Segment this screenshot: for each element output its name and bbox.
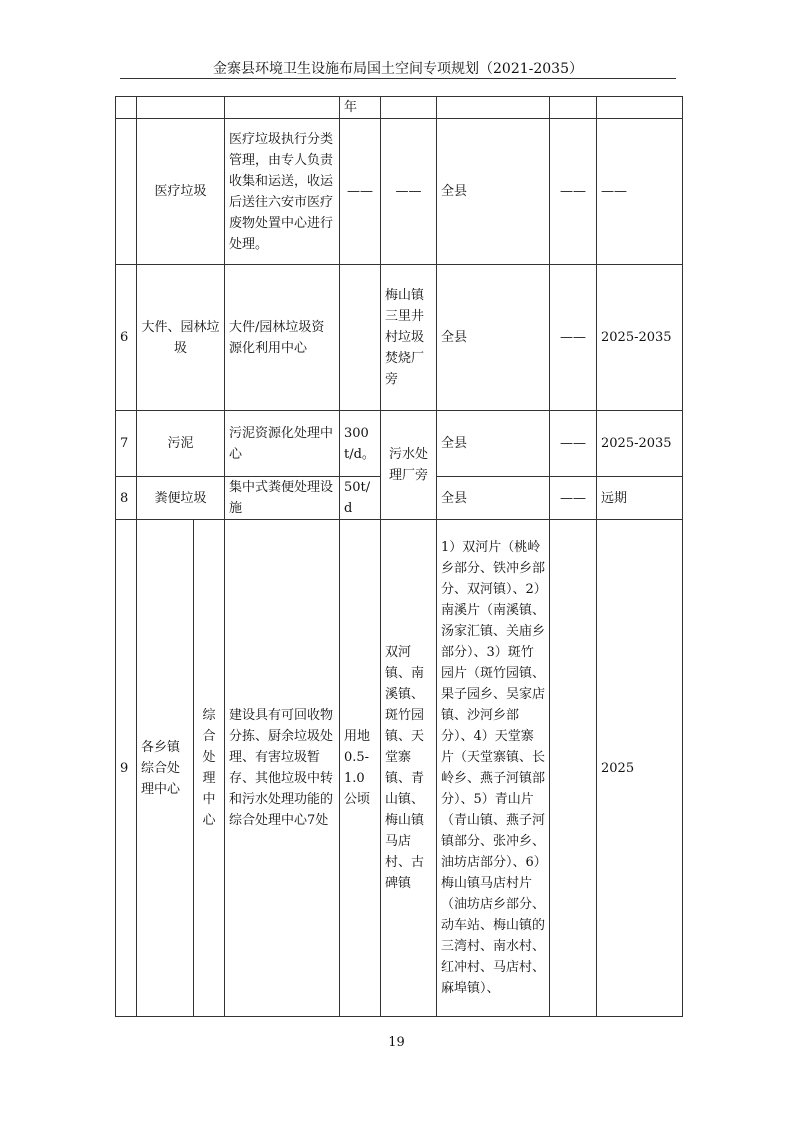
table-row: [116, 411, 683, 477]
cell-scale: 年: [340, 97, 381, 119]
page-number: 19: [388, 1035, 405, 1050]
cell-service: 1）双河片（桃岭乡部分、铁冲乡部分、双河镇）、2）南溪片（南溪镇、汤家汇镇、关庙乡部分）、3）斑竹园片（斑竹园镇、果子园乡、吴家店镇、沙河乡部分）、4）天堂寨片（天堂寨镇、长岭乡、燕子河镇部分）、5）青山片（青山镇、燕子河镇部分、张冲乡、油坊店部分）、6）梅山镇马店村片（油坊店乡部分、动车站、梅山镇的三湾村、南水村、红冲村、马店村、麻埠镇）、: [437, 520, 550, 1017]
table-row: [116, 97, 683, 119]
cell-period: 2025-2035: [597, 411, 683, 477]
cell-type: 粪便垃圾: [137, 477, 225, 520]
cell-location: 双河镇、南溪镇、斑竹园镇、天堂寨镇、青山镇、梅山镇马店村、古碑镇: [381, 520, 437, 1017]
cell-desc: 大件/园林垃圾资源化利用中心: [225, 265, 340, 411]
cell-type: 医疗垃圾: [137, 119, 225, 265]
cell-area: ——: [550, 265, 597, 411]
page-header: 金寨县环境卫生设施布局国土空间专项规划（2021-2035）: [213, 61, 583, 77]
cell-no: 7: [116, 411, 137, 477]
cell-type: 各乡镇综合处理中心: [137, 520, 194, 1017]
cell-service: 全县: [437, 477, 550, 520]
cell-scale: 50t/d: [340, 477, 381, 520]
cell-no: 6: [116, 265, 137, 411]
cell-period: 2025-2035: [597, 265, 683, 411]
cell-desc: 集中式粪便处理设施: [225, 477, 340, 520]
cell-service: 全县: [437, 265, 550, 411]
cell-scale: 用地0.5-1.0公顷: [340, 520, 381, 1017]
cell-period: ——: [597, 119, 683, 265]
cell-period: 远期: [597, 477, 683, 520]
cell-area: ——: [550, 477, 597, 520]
cell-service: 全县: [437, 119, 550, 265]
table-row: [116, 265, 683, 411]
cell-subtype: 综合处理中心: [194, 520, 225, 1017]
cell-area: ——: [550, 411, 597, 477]
cell-period: 2025: [597, 520, 683, 1017]
header-divider: [120, 78, 676, 79]
cell-desc: 医疗垃圾执行分类管理，由专人负责收集和运送，收运后送往六安市医疗废物处置中心进行处理。: [225, 119, 340, 265]
cell-service: 全县: [437, 411, 550, 477]
cell-area: ——: [550, 119, 597, 265]
cell-location: ——: [381, 119, 437, 265]
cell-no: 8: [116, 477, 137, 520]
cell-location: 污水处理厂旁: [381, 411, 437, 520]
facility-table: [115, 96, 683, 1017]
cell-desc: 建设具有可回收物分拣、厨余垃圾处理、有害垃圾暂存、其他垃圾中转和污水处理功能的综合处理中心7处: [225, 520, 340, 1017]
table-row: [116, 119, 683, 265]
cell-location: 梅山镇三里井村垃圾焚烧厂旁: [381, 265, 437, 411]
cell-no: 9: [116, 520, 137, 1017]
cell-scale: 300 t/d。: [340, 411, 381, 477]
cell-desc: 污泥资源化处理中心: [225, 411, 340, 477]
cell-type: 大件、园林垃圾: [137, 265, 225, 411]
table-row: [116, 520, 683, 1017]
cell-scale: ——: [340, 119, 381, 265]
cell-type: 污泥: [137, 411, 225, 477]
